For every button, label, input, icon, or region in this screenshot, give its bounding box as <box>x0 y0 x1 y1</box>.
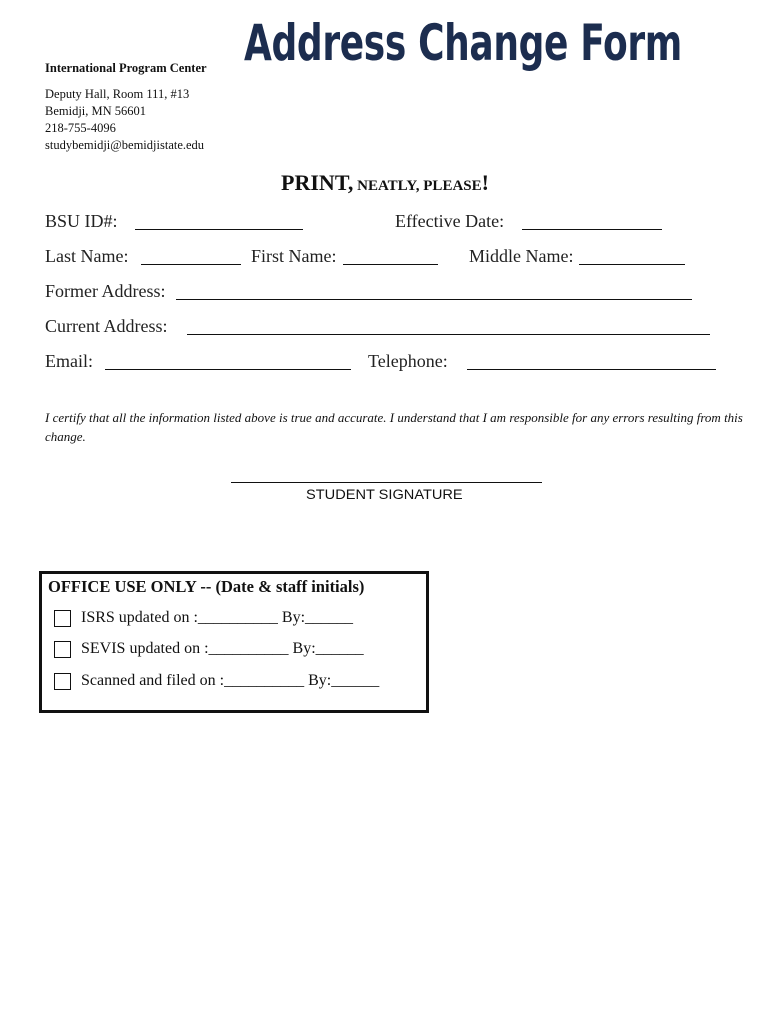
middle-name-line[interactable] <box>579 264 685 265</box>
neatly-please: NEATLY, PLEASE <box>353 178 482 194</box>
contact-address <box>45 86 204 154</box>
sevis-row <box>54 640 364 658</box>
first-name-label: First Name: <box>251 246 337 266</box>
exclamation: ! <box>481 170 489 195</box>
former-address-line[interactable] <box>176 299 692 300</box>
isrs-row <box>54 609 353 627</box>
telephone-line[interactable] <box>467 369 716 370</box>
office-use-title: OFFICE USE ONLY -- (Date & staff initials) <box>48 577 365 596</box>
first-name-line[interactable] <box>343 264 438 265</box>
bsu-id-label: BSU ID#: <box>45 211 118 231</box>
form-title: Address Change Form <box>244 14 682 72</box>
effective-date-label: Effective Date: <box>395 211 505 231</box>
former-address-label: Former Address: <box>45 281 166 301</box>
address-line: Bemidji, MN 56601 <box>45 104 147 118</box>
current-address-line[interactable] <box>187 334 710 335</box>
scanned-row <box>54 672 379 690</box>
sevis-label: SEVIS updated on :__________ By:______ <box>81 640 364 657</box>
print-instruction <box>0 170 770 196</box>
signature-label: STUDENT SIGNATURE <box>306 487 463 502</box>
sevis-checkbox[interactable] <box>54 641 71 658</box>
print-word: PRINT, <box>281 170 354 195</box>
isrs-label: ISRS updated on :__________ By:______ <box>81 609 354 626</box>
current-address-label: Current Address: <box>45 316 168 336</box>
email-line-field[interactable] <box>105 369 351 370</box>
scanned-checkbox[interactable] <box>54 673 71 690</box>
certification-statement: I certify that all the information listed above is true and accurate. I understand that I am responsible for any errors resulting from this change. <box>45 410 743 444</box>
last-name-line[interactable] <box>141 264 241 265</box>
scanned-label: Scanned and filed on :__________ By:______ <box>81 672 380 689</box>
telephone-label: Telephone: <box>368 351 448 371</box>
effective-date-line[interactable] <box>522 229 662 230</box>
email-line: studybemidji@bemidjistate.edu <box>45 138 205 152</box>
last-name-label: Last Name: <box>45 246 129 266</box>
address-line: Deputy Hall, Room 111, #13 <box>45 87 190 101</box>
phone-line: 218-755-4096 <box>45 121 116 135</box>
email-label: Email: <box>45 351 93 371</box>
middle-name-label: Middle Name: <box>469 246 574 266</box>
signature-line[interactable] <box>231 482 542 483</box>
bsu-id-line[interactable] <box>135 229 303 230</box>
organization-name: International Program Center <box>45 61 207 75</box>
isrs-checkbox[interactable] <box>54 610 71 627</box>
office-use-box <box>39 571 429 713</box>
